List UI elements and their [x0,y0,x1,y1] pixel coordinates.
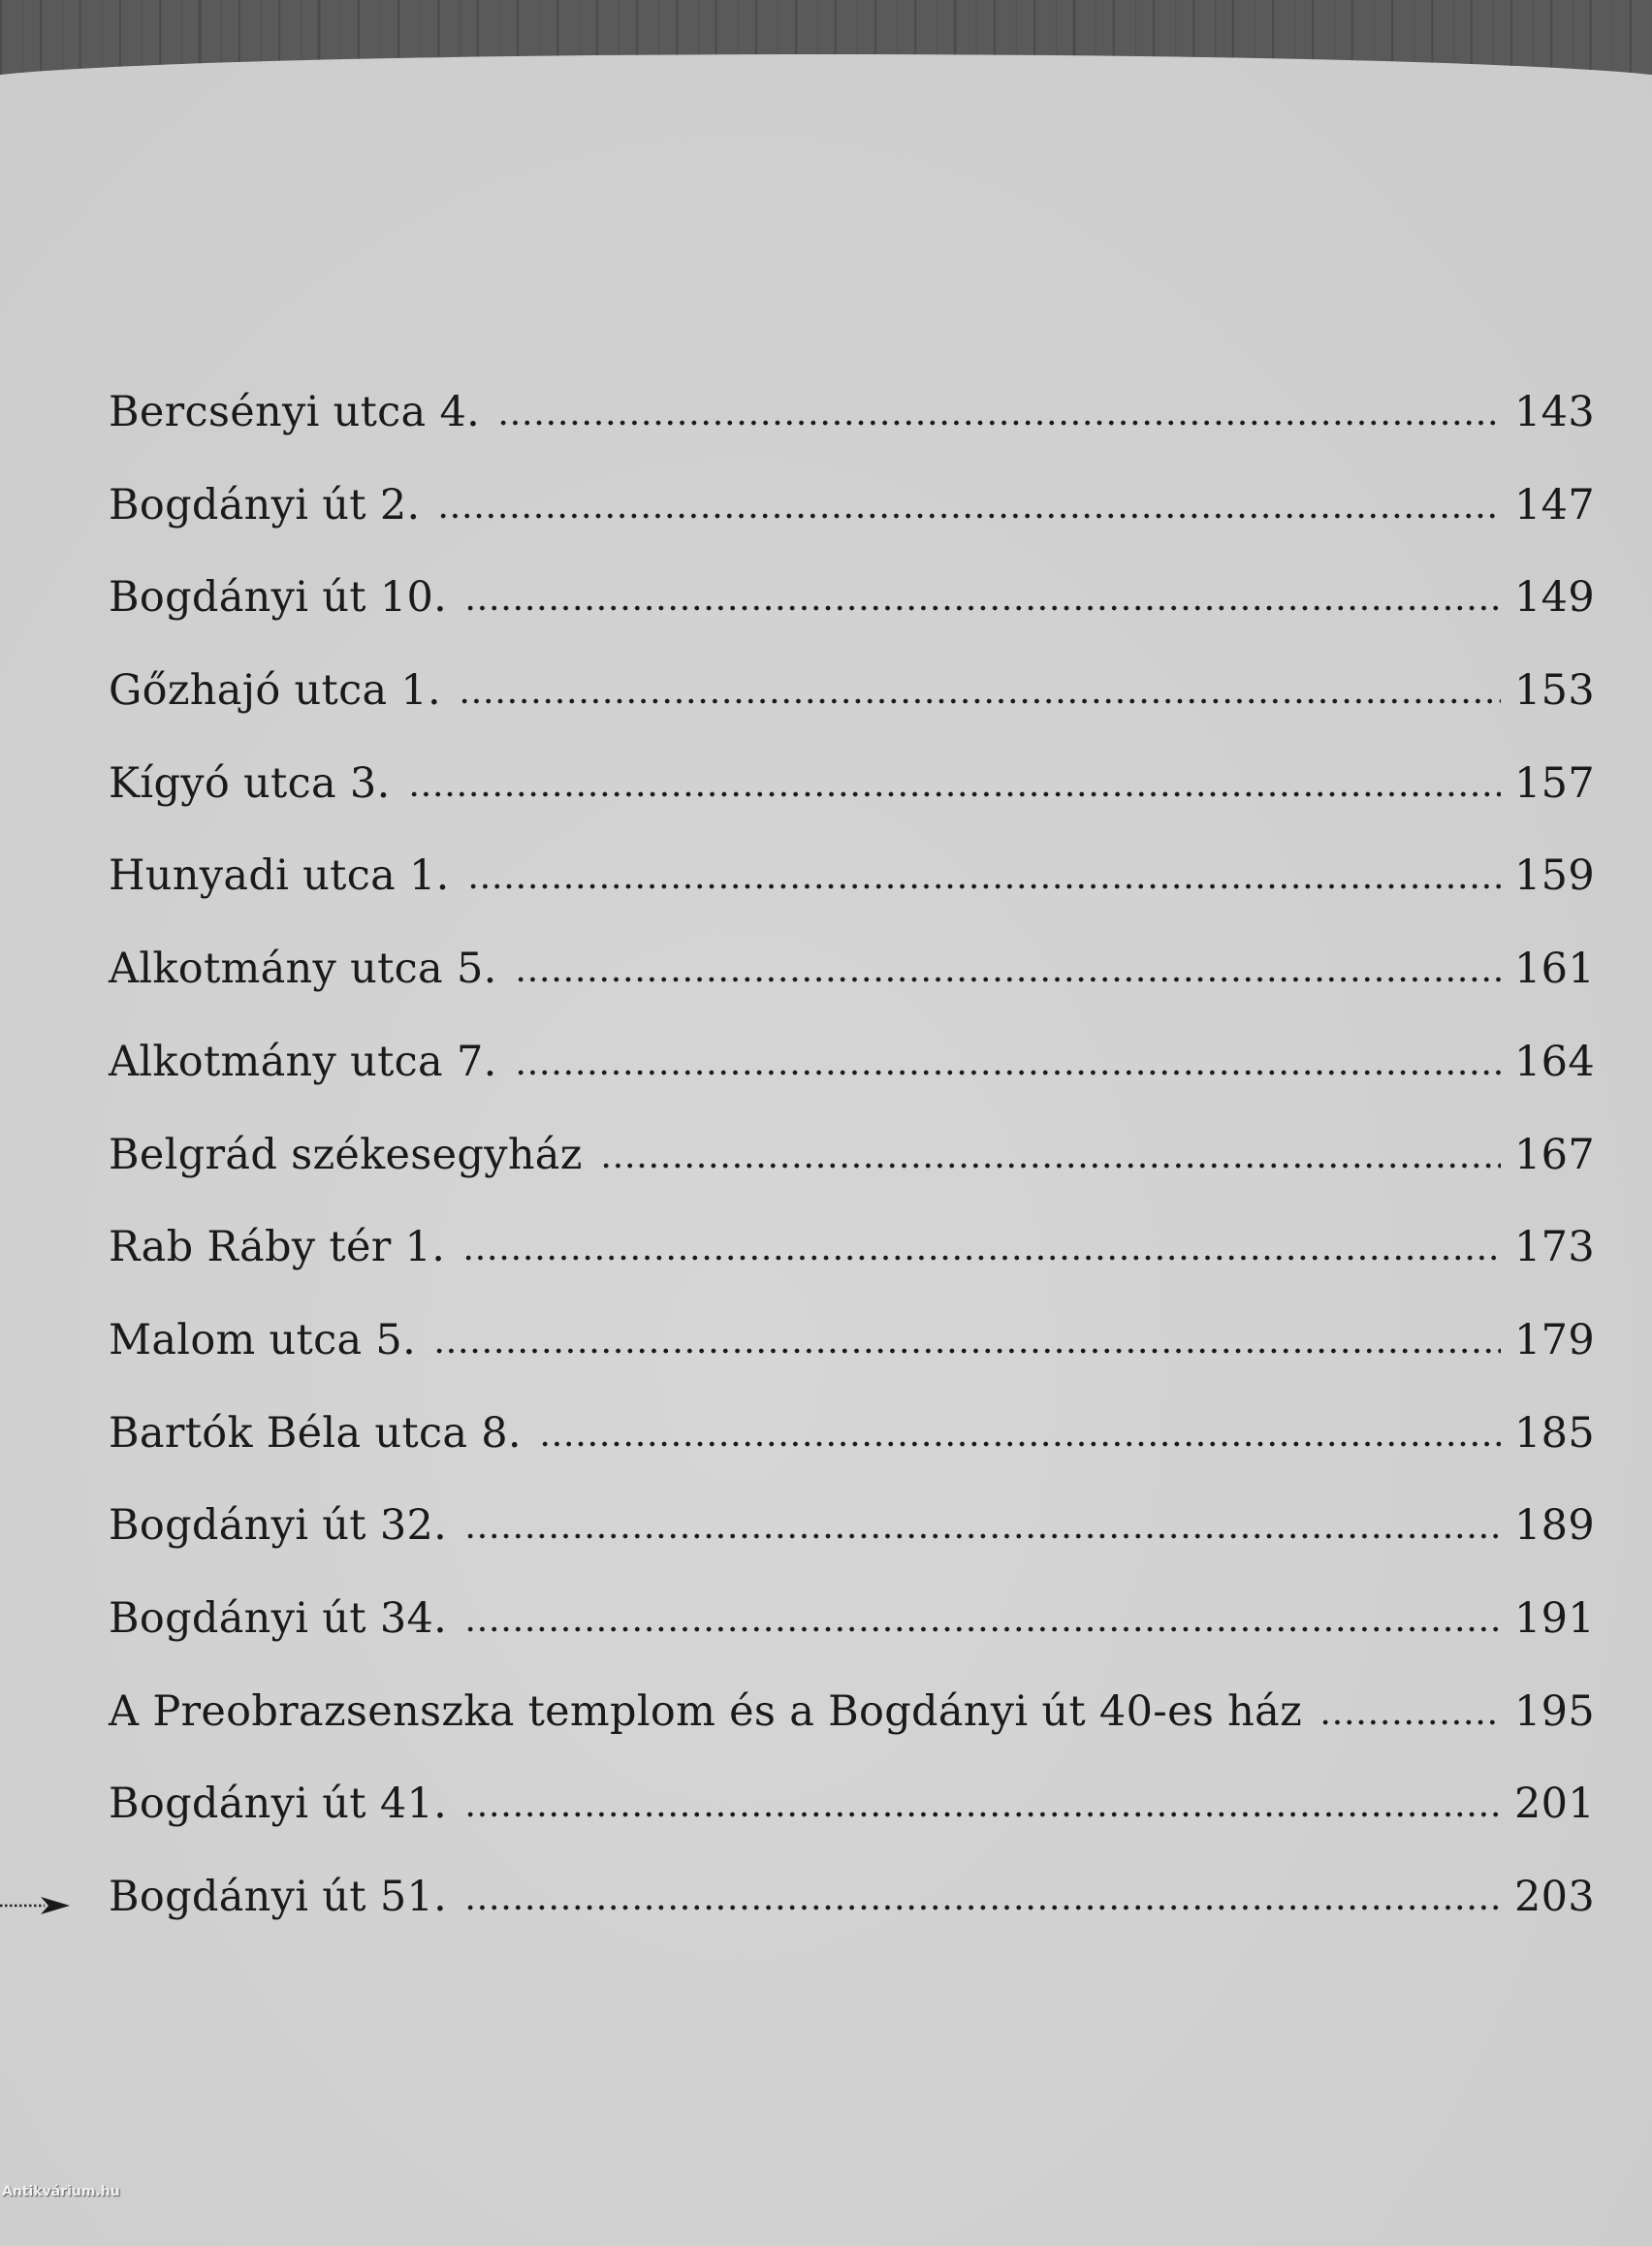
toc-entry [109,481,1595,574]
dot-leader [600,1163,1501,1169]
toc-entry [109,388,1595,481]
toc-entry-page: 173 [1514,1223,1595,1272]
toc-entry-title: Alkotmány utca 7. [109,1037,497,1086]
toc-entry [109,945,1595,1038]
toc-entry-page: 147 [1514,480,1595,529]
toc-entry-title: Bogdányi út 34. [109,1593,448,1643]
watermark: Antikvárium.hu [2,2184,120,2199]
toc-entry [109,666,1595,759]
toc-entry-page: 157 [1514,758,1595,808]
toc-entry-title: Rab Ráby tér 1. [109,1223,446,1272]
toc-entry-title: Bogdányi út 41. [109,1780,448,1829]
toc-entry-title: Bogdányi út 51. [109,1873,448,1921]
toc-entry-page: 143 [1514,388,1595,436]
toc-entry [109,1223,1595,1316]
dot-leader [497,420,1501,426]
toc-entry-title: Malom utca 5. [109,1315,417,1364]
toc-entry-title: A Preobrazsenszka templom és a Bogdányi út 40-es ház [109,1686,1303,1736]
toc-entry-title: Gőzhajó utca 1. [109,666,441,716]
toc-entry [109,1594,1595,1687]
toc-entry [109,1316,1595,1409]
toc-entry-page: 201 [1514,1780,1595,1829]
toc-entry-page: 195 [1514,1686,1595,1736]
dot-leader [433,1348,1501,1354]
toc-entry-page: 167 [1514,1130,1595,1179]
toc-entry-page: 159 [1514,851,1595,901]
toc-entry [109,1038,1595,1131]
dot-leader [464,605,1501,611]
toc-entry-page: 153 [1514,666,1595,716]
toc-entry-page: 189 [1514,1501,1595,1551]
dot-leader [515,1070,1501,1075]
toc-entry-page: 179 [1514,1315,1595,1364]
toc-entry [109,759,1595,852]
dot-leader [467,883,1501,889]
dot-leader [464,1905,1501,1910]
dot-leader [464,1626,1501,1632]
toc-entry-title: Kígyó utca 3. [109,758,391,808]
toc-entry [109,1131,1595,1224]
dot-leader [462,1255,1501,1261]
arrow-pointer-icon [0,1891,78,1920]
dot-leader [464,1812,1501,1817]
dot-leader [464,1533,1501,1539]
dot-leader [459,698,1501,704]
toc-entry [109,1501,1595,1594]
toc-entry [109,1687,1595,1781]
toc-entry-title: Belgrád székesegyház [109,1130,583,1179]
dot-leader [515,977,1501,982]
dot-leader [1319,1719,1501,1725]
toc-entry-title: Bogdányi út 2. [109,480,421,529]
toc-entry-page: 149 [1514,573,1595,623]
toc-entry-title: Bercsényi utca 4. [109,388,481,436]
toc-entry-title: Bogdányi út 10. [109,573,448,623]
toc-entry [109,851,1595,945]
toc-entry-page: 203 [1514,1873,1595,1921]
dot-leader [539,1441,1501,1447]
toc-entry [109,573,1595,666]
toc-entry-title: Hunyadi utca 1. [109,851,450,901]
toc-entry [109,1873,1595,1966]
table-of-contents [109,388,1595,1966]
toc-entry-title: Bogdányi út 32. [109,1501,448,1551]
toc-entry-page: 164 [1514,1037,1595,1086]
dot-leader [408,791,1501,797]
toc-entry [109,1780,1595,1873]
toc-entry-page: 191 [1514,1593,1595,1643]
toc-entry-page: 185 [1514,1408,1595,1458]
toc-entry-title: Alkotmány utca 5. [109,945,497,994]
toc-entry-title: Bartók Béla utca 8. [109,1408,522,1458]
toc-entry-page: 161 [1514,945,1595,994]
toc-entry [109,1409,1595,1502]
dot-leader [437,513,1501,519]
